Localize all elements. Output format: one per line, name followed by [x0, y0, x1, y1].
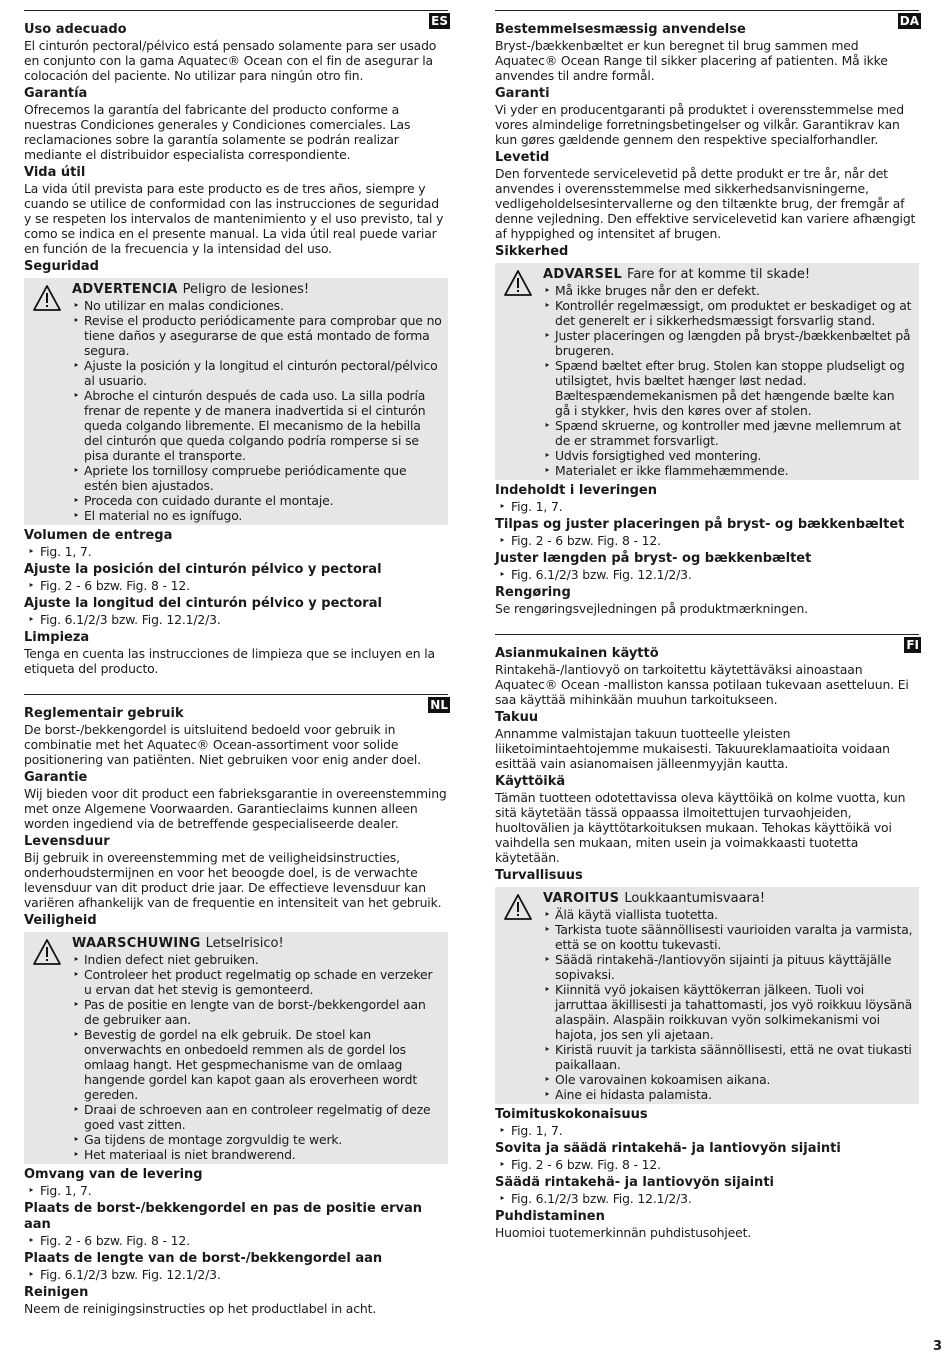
- section-heading: Sovita ja säädä rintakehä- ja lantiovyön sijainti: [495, 1141, 841, 1156]
- section-heading: Ajuste la longitud del cinturón pélvico y pectoral: [24, 596, 382, 611]
- bullet-list: [24, 544, 448, 559]
- section-paragraph: Se rengøringsvejledningen på produktmærkningen.: [495, 601, 808, 616]
- section-paragraph: Neem de reinigingsinstructies op het productlabel in acht.: [24, 1301, 377, 1316]
- warning-triangle-icon: [503, 893, 533, 921]
- section-heading: Rengøring: [495, 585, 571, 600]
- list-item: ‣ Spænd skruerne, og kontroller med jævne mellemrum at de er strammet forsvarligt.: [543, 418, 913, 448]
- section-paragraph: De borst-/bekkengordel is uitsluitend bedoeld voor gebruik in combinatie met het Aquatec® Ocean-assortiment voor solide positionering van patiënten. Niet gebruiken voor enig ander doel.: [24, 722, 421, 767]
- section-heading: Asianmukainen käyttö: [495, 646, 659, 661]
- list-item: ‣ Pas de positie en lengte van de borst-/bekkengordel aan de gebruiker aan.: [72, 997, 442, 1027]
- warning-triangle-icon: [32, 284, 62, 312]
- section-heading: Indeholdt i leveringen: [495, 483, 657, 498]
- section-paragraph: Bryst-/bækkenbæltet er kun beregnet til brug sammen med Aquatec® Ocean Range til sikker placering af patienten. Må ikke anvendes til andre formål.: [495, 38, 888, 83]
- list-item: ‣ Fig. 1, 7.: [24, 544, 448, 559]
- section-heading: Tilpas og juster placeringen på bryst- og bækkenbæltet: [495, 517, 905, 532]
- warning-triangle-icon: [32, 938, 62, 966]
- warning-label: ADVERTENCIA: [72, 282, 178, 297]
- warning-title-line: [72, 281, 442, 298]
- section-paragraph: Den forventede servicelevetid på dette produkt er tre år, når det anvendes i overensstemmelse med sikkerhedsanvisningerne, vedligeholdelsesintervallerne og den tiltænkte brug, der fremgår af denne vejledning. Den effektive servicelevetid kan variere afhængigt af hyppighed og intensitet af brugen.: [495, 166, 916, 241]
- list-item: ‣ Fig. 2 - 6 bzw. Fig. 8 - 12.: [24, 578, 448, 593]
- section-heading: Sikkerhed: [495, 244, 569, 259]
- list-item: ‣ Fig. 6.1/2/3 bzw. Fig. 12.1/2/3.: [495, 567, 919, 582]
- warning-text: Letselrisico!: [205, 936, 284, 951]
- section-heading: Vida útil: [24, 165, 86, 180]
- list-item: ‣ Proceda con cuidado durante el montaje.: [72, 493, 442, 508]
- list-item: ‣ Spænd bæltet efter brug. Stolen kan stoppe pludseligt og utilsigtet, hvis bæltet hænger løst nedad. Bæltespændemekanismen på det hængende bælte kan gå i stykker, hvis den køres over af stolen.: [543, 358, 913, 418]
- right-column: [495, 10, 919, 1258]
- list-item: ‣ Materialet er ikke flammehæmmende.: [543, 463, 913, 478]
- bullet-list: [495, 1157, 919, 1172]
- section-heading: Garanti: [495, 86, 550, 101]
- warning-title-line: [72, 935, 442, 952]
- language-section-nl: [24, 694, 448, 1316]
- bullet-list: [24, 578, 448, 593]
- list-item: ‣ Kiinnitä vyö jokaisen käyttökerran jälkeen. Tuoli voi jarruttaa äkillisesti ja tahattomasti, jos vyö roikkuu löysänä alaspäin. Alaspäin roikkuvan vyön solkimekanismi voi hajota, jos sen yli ajetaan.: [543, 982, 913, 1042]
- section-heading: Limpieza: [24, 630, 90, 645]
- section-paragraph: Annamme valmistajan takuun tuotteelle yleisten liiketoimintaehtojemme mukaisesti. Takuureklamaatioita voidaan esittää vain asianomaisen jälleenmyyjän kautta.: [495, 726, 890, 771]
- list-item: ‣ Draai de schroeven aan en controleer regelmatig of deze goed vast zitten.: [72, 1102, 442, 1132]
- list-item: ‣ Ajuste la posición y la longitud el cinturón pectoral/pélvico al usuario.: [72, 358, 442, 388]
- section-heading: Säädä rintakehä- ja lantiovyön sijainti: [495, 1175, 774, 1190]
- list-item: ‣ Må ikke bruges når den er defekt.: [543, 283, 913, 298]
- warning-label: VAROITUS: [543, 891, 620, 906]
- section-heading: Omvang van de levering: [24, 1167, 203, 1182]
- warning-list: [72, 952, 442, 1162]
- section-heading: Levensduur: [24, 834, 110, 849]
- section-paragraph: Rintakehä-/lantiovyö on tarkoitettu käytettäväksi ainoastaan Aquatec® Ocean -malliston kanssa potilaan tukevaan asetteluun. Ei saa käyttää mihinkään muuhun tarkoitukseen.: [495, 662, 909, 707]
- section-heading: Plaats de lengte van de borst-/bekkengordel aan: [24, 1251, 383, 1266]
- list-item: ‣ Fig. 1, 7.: [24, 1183, 448, 1198]
- warning-triangle-icon: [503, 269, 533, 297]
- section-heading: Garantía: [24, 86, 88, 101]
- warning-list: [543, 907, 913, 1102]
- warning-list: [72, 298, 442, 523]
- bullet-list: [495, 499, 919, 514]
- section-paragraph: Huomioi tuotemerkinnän puhdistusohjeet.: [495, 1225, 752, 1240]
- language-section-fi: [495, 634, 919, 1240]
- warning-box: [495, 887, 919, 1104]
- language-tag: NL: [430, 698, 448, 712]
- warning-text: Fare for at komme til skade!: [627, 267, 811, 282]
- list-item: ‣ Aine ei hidasta palamista.: [543, 1087, 913, 1102]
- bullet-list: [495, 1191, 919, 1206]
- list-item: ‣ Udvis forsigtighed ved montering.: [543, 448, 913, 463]
- list-item: ‣ Apriete los tornillosy compruebe periódicamente que estén bien ajustados.: [72, 463, 442, 493]
- section-heading: Turvallisuus: [495, 868, 583, 883]
- section-heading: Toimituskokonaisuus: [495, 1107, 648, 1122]
- section-heading: Takuu: [495, 710, 539, 725]
- list-item: ‣ Juster placeringen og længden på bryst-/bækkenbæltet på brugeren.: [543, 328, 913, 358]
- language-section-es: [24, 10, 448, 676]
- list-item: ‣ Fig. 6.1/2/3 bzw. Fig. 12.1/2/3.: [24, 1267, 448, 1282]
- language-tag: DA: [899, 14, 919, 28]
- bullet-list: [495, 1123, 919, 1138]
- list-item: ‣ Tarkista tuote säännöllisesti vaurioiden varalta ja varmista, että se on koottu tukevasti.: [543, 922, 913, 952]
- section-paragraph: Tenga en cuenta las instrucciones de limpieza que se incluyen en la etiqueta del producto.: [24, 646, 435, 676]
- list-item: ‣ Bevestig de gordel na elk gebruik. De stoel kan onverwachts en onbedoeld remmen als de gordel los omlaag hangt. Het gespmechanisme van de omlaag hangende gordel kan kapot gaan als eroverheen wordt gereden.: [72, 1027, 442, 1102]
- list-item: ‣ Kontrollér regelmæssigt, om produktet er beskadiget og at det generelt er i sikkerhedsmæssigt forsvarlig stand.: [543, 298, 913, 328]
- language-section-da: [495, 10, 919, 616]
- warning-title-line: [543, 890, 913, 907]
- warning-box: [24, 278, 448, 525]
- section-paragraph: La vida útil prevista para este producto es de tres años, siempre y cuando se utilice de conformidad con las instrucciones de seguridad y se respeten los intervalos de mantenimiento y el uso previsto, tal y como se indica en el presente manual. La vida útil real puede variar en función de la frecuencia y la intensidad del uso.: [24, 181, 444, 256]
- list-item: ‣ No utilizar en malas condiciones.: [72, 298, 442, 313]
- list-item: ‣ Revise el producto periódicamente para comprobar que no tiene daños y asegurarse de que está montado de forma segura.: [72, 313, 442, 358]
- section-heading: Uso adecuado: [24, 22, 127, 37]
- bullet-list: [24, 1183, 448, 1198]
- section-heading: Ajuste la posición del cinturón pélvico y pectoral: [24, 562, 382, 577]
- bullet-list: [495, 533, 919, 548]
- section-heading: Bestemmelsesmæssig anvendelse: [495, 22, 746, 37]
- section-heading: Volumen de entrega: [24, 528, 173, 543]
- list-item: ‣ Fig. 2 - 6 bzw. Fig. 8 - 12.: [495, 1157, 919, 1172]
- list-item: ‣ Ga tijdens de montage zorgvuldig te werk.: [72, 1132, 442, 1147]
- list-item: ‣ Fig. 6.1/2/3 bzw. Fig. 12.1/2/3.: [495, 1191, 919, 1206]
- warning-list: [543, 283, 913, 478]
- section-paragraph: Bij gebruik in overeenstemming met de veiligheidsinstructies, onderhoudstermijnen en voor het beoogde doel, is de verwachte levensduur van dit product drie jaar. De effectieve levensduur kan variëren afhankelijk van de frequentie en intensiteit van het gebruik.: [24, 850, 442, 910]
- warning-label: ADVARSEL: [543, 267, 623, 282]
- warning-text: Peligro de lesiones!: [182, 282, 310, 297]
- bullet-list: [24, 612, 448, 627]
- bullet-list: [24, 1233, 448, 1248]
- section-heading: Garantie: [24, 770, 88, 785]
- list-item: ‣ Fig. 1, 7.: [495, 499, 919, 514]
- section-heading: Reinigen: [24, 1285, 89, 1300]
- section-paragraph: Ofrecemos la garantía del fabricante del producto conforme a nuestras Condiciones generales y Condiciones comerciales. Las reclamaciones sobre la garantía solamente se podrán realizar mediante el distribuidor especialista correspondiente.: [24, 102, 411, 162]
- list-item: ‣ Älä käytä viallista tuotetta.: [543, 907, 913, 922]
- warning-title-line: [543, 266, 913, 283]
- section-heading: Käyttöikä: [495, 774, 566, 789]
- warning-box: [495, 263, 919, 480]
- language-tag: FI: [906, 638, 919, 652]
- list-item: ‣ Indien defect niet gebruiken.: [72, 952, 442, 967]
- section-heading: Seguridad: [24, 259, 99, 274]
- warning-box: [24, 932, 448, 1164]
- left-column: [24, 10, 448, 1334]
- list-item: ‣ Ole varovainen kokoamisen aikana.: [543, 1072, 913, 1087]
- list-item: ‣ Controleer het product regelmatig op schade en verzeker u ervan dat het stevig is gemonteerd.: [72, 967, 442, 997]
- section-paragraph: Tämän tuotteen odotettavissa oleva käyttöikä on kolme vuotta, kun sitä käytetään tässä oppaassa ilmoitettujen turvaohjeiden, huoltovälien ja käyttötarkoituksen mukaan. Tehokas käyttöikä voi vaihdella sen mukaan, miten usein ja voimakkaasti tuotetta käytetään.: [495, 790, 906, 865]
- section-heading: Reglementair gebruik: [24, 706, 184, 721]
- bullet-list: [24, 1267, 448, 1282]
- warning-text: Loukkaantumisvaara!: [624, 891, 766, 906]
- section-heading: Puhdistaminen: [495, 1209, 605, 1224]
- list-item: ‣ Kiristä ruuvit ja tarkista säännöllisesti, että ne ovat tiukasti paikallaan.: [543, 1042, 913, 1072]
- list-item: ‣ Fig. 1, 7.: [495, 1123, 919, 1138]
- list-item: ‣ Het materiaal is niet brandwerend.: [72, 1147, 442, 1162]
- section-heading: Plaats de borst-/bekkengordel en pas de positie ervan aan: [24, 1201, 423, 1232]
- section-heading: Veiligheid: [24, 913, 97, 928]
- list-item: ‣ Fig. 2 - 6 bzw. Fig. 8 - 12.: [24, 1233, 448, 1248]
- list-item: ‣ Fig. 6.1/2/3 bzw. Fig. 12.1/2/3.: [24, 612, 448, 627]
- section-heading: Levetid: [495, 150, 550, 165]
- page-number: 3: [932, 1339, 942, 1354]
- list-item: ‣ El material no es ignífugo.: [72, 508, 442, 523]
- section-paragraph: Vi yder en producentgaranti på produktet i overensstemmelse med vores almindelige forretningsbetingelser og vilkår. Garantikrav kan kun gøres gældende gennem den respektive specialforhandler.: [495, 102, 904, 147]
- section-paragraph: Wij bieden voor dit product een fabrieksgarantie in overeenstemming met onze Algemene Voorwaarden. Garantieclaims kunnen alleen worden ingediend via de betreffende gespecialiseerde dealer.: [24, 786, 447, 831]
- warning-label: WAARSCHUWING: [72, 936, 201, 951]
- list-item: ‣ Fig. 2 - 6 bzw. Fig. 8 - 12.: [495, 533, 919, 548]
- bullet-list: [495, 567, 919, 582]
- list-item: ‣ Abroche el cinturón después de cada uso. La silla podría frenar de repente y de manera inadvertida si el cinturón queda colgando libremente. El mecanismo de la hebilla del cinturón que queda colgando podría romperse si se pisa durante el transporte.: [72, 388, 442, 463]
- list-item: ‣ Säädä rintakehä-/lantiovyön sijainti ja pituus käyttäjälle sopivaksi.: [543, 952, 913, 982]
- section-heading: Juster længden på bryst- og bækkenbæltet: [495, 551, 812, 566]
- language-tag: ES: [431, 14, 448, 28]
- section-paragraph: El cinturón pectoral/pélvico está pensado solamente para ser usado en conjunto con la gama Aquatec® Ocean con el fin de asegurar la colocación del paciente. No utilizar para ningún otro fin.: [24, 38, 437, 83]
